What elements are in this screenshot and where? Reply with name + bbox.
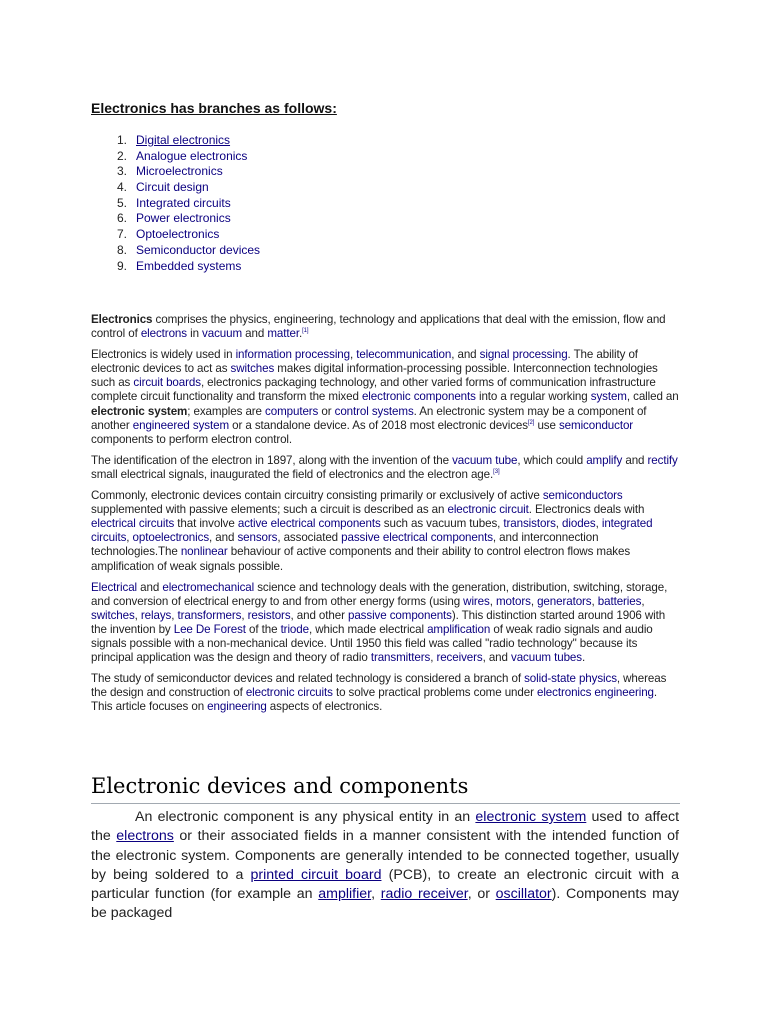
text: , and: [209, 531, 238, 545]
text: or a standalone device. As of 2018 most electronic devices: [229, 418, 528, 432]
paragraph-scope: [91, 672, 681, 714]
link-electromechanical[interactable]: electromechanical: [162, 580, 255, 594]
citation-2[interactable]: [2]: [527, 419, 535, 426]
link-amplification[interactable]: amplification: [427, 622, 491, 636]
link-resistors[interactable]: resistors: [247, 608, 291, 622]
link-radio-receiver[interactable]: radio receiver: [380, 886, 468, 903]
list-number: 6.: [116, 211, 127, 226]
link-control-systems[interactable]: control systems: [334, 404, 414, 418]
text: or their associated fields in a manner consistent with the intended function of the electronic system. Components are generally intended to be connected together, usually by being soldered to a: [91, 828, 679, 883]
text: ). Components may be packaged: [91, 886, 679, 922]
text: , and other: [290, 608, 348, 622]
text: science and technology deals with the generation, distribution, switching, storage, and conversion of electrical energy to and from other energy forms (using: [91, 580, 668, 608]
text: .: [581, 651, 586, 665]
link-digital-electronics[interactable]: Digital electronics: [136, 133, 231, 147]
link-sensors[interactable]: sensors: [237, 531, 278, 545]
text: , or: [467, 886, 496, 903]
list-number: 8.: [116, 242, 127, 257]
text: supplemented with passive elements; such a circuit is described as an: [91, 503, 448, 517]
text: of the: [245, 622, 281, 636]
text: makes digital information-processing possible. Interconnection technologies such as: [91, 362, 658, 390]
text: in: [186, 327, 203, 341]
text: ). This distinction started around 1906 with the invention by: [91, 608, 666, 636]
link-batteries[interactable]: batteries: [597, 594, 642, 608]
link-electrical-circuits[interactable]: electrical circuits: [91, 517, 175, 531]
link-oscillator[interactable]: oscillator: [495, 886, 552, 903]
text: such as vacuum tubes,: [380, 517, 504, 531]
text: , whereas the design and construction of: [91, 672, 667, 700]
text: An electronic component is any physical entity in an: [135, 809, 476, 825]
link-electronic-circuit[interactable]: electronic circuit: [447, 503, 529, 517]
branches-list: [91, 133, 260, 274]
text: ,: [350, 348, 357, 362]
link-electronic-components[interactable]: electronic components: [361, 390, 476, 404]
text: behaviour of active components and their ability to control electron flows makes amplification of weak signals possible.: [91, 545, 631, 573]
text: used to affect the: [91, 809, 680, 845]
text: ,: [134, 608, 141, 622]
list-item: [91, 180, 260, 196]
list-item: [91, 133, 260, 149]
link-printed-circuit-board[interactable]: printed circuit board: [250, 866, 382, 883]
list-item: [91, 149, 260, 165]
list-item: [91, 227, 260, 243]
text: , which made electrical: [308, 622, 428, 636]
link-vacuum[interactable]: vacuum: [202, 327, 243, 341]
list-number: 5.: [116, 195, 127, 210]
text: The identification of the electron in 1897, along with the invention of the: [91, 453, 453, 467]
link-microelectronics[interactable]: Microelectronics: [136, 164, 223, 179]
link-embedded-systems[interactable]: Embedded systems: [136, 258, 242, 273]
text: of weak radio signals and audio signals possible with a non-mechanical device. Until 1950 this field was called "radio technology" because its principal application was the design and theory of radio: [91, 622, 653, 665]
link-signal-processing[interactable]: signal processing: [479, 348, 568, 362]
link-nonlinear[interactable]: nonlinear: [180, 545, 228, 559]
link-engineered-system[interactable]: engineered system: [132, 418, 230, 432]
paragraph-intro: [91, 313, 681, 341]
link-wires[interactable]: wires: [463, 594, 490, 608]
link-optoelectronics-inline[interactable]: optoelectronics: [132, 531, 210, 545]
text: , and: [451, 348, 480, 362]
text: and: [137, 580, 163, 594]
text: or: [318, 404, 335, 418]
text: ,: [430, 651, 437, 665]
list-number: 1.: [116, 133, 127, 147]
link-system[interactable]: system: [590, 390, 627, 404]
list-number: 2.: [116, 148, 127, 163]
link-receivers[interactable]: receivers: [436, 651, 483, 665]
link-switches-inline[interactable]: switches: [91, 608, 135, 622]
text: small electrical signals, inaugurated the field of electronics and the electron age.: [91, 467, 494, 481]
link-electronic-system[interactable]: electronic system: [475, 809, 587, 825]
link-amplifier[interactable]: amplifier: [318, 886, 372, 903]
text: . The ability of electronic devices to act as: [91, 348, 638, 376]
text: , associated: [277, 531, 342, 545]
link-circuit-boards[interactable]: circuit boards: [133, 376, 201, 390]
text: , electronics packaging technology, and other varied forms of communication infrastructure complete circuit functionality and transform the mixed: [91, 376, 656, 404]
link-matter[interactable]: matter: [267, 327, 299, 341]
text: Commonly, electronic devices contain circuitry consisting primarily or exclusively of active: [91, 489, 543, 503]
text: . An electronic system may be a component of another: [91, 404, 647, 432]
text: ,: [171, 608, 178, 622]
link-vacuum-tubes[interactable]: vacuum tubes: [511, 651, 582, 665]
text: ,: [555, 517, 563, 531]
citation-3[interactable]: [3]: [493, 468, 500, 475]
link-semiconductors[interactable]: semiconductors: [542, 489, 623, 503]
article-body: [91, 313, 681, 721]
link-electrons-body[interactable]: electrons: [116, 828, 174, 845]
link-amplify[interactable]: amplify: [586, 453, 623, 467]
link-electronics-engineering[interactable]: electronics engineering: [536, 686, 654, 700]
link-relays[interactable]: relays: [140, 608, 172, 622]
text: ,: [595, 517, 602, 531]
list-number: 9.: [116, 258, 127, 273]
link-computers[interactable]: computers: [265, 404, 319, 418]
list-number: 3.: [116, 164, 127, 179]
link-semiconductor[interactable]: semiconductor: [558, 418, 634, 432]
list-item: [91, 243, 260, 259]
list-item: [91, 259, 260, 275]
link-electrons[interactable]: electrons: [140, 327, 187, 341]
text: ,: [371, 886, 381, 903]
text: and: [242, 327, 268, 341]
list-item: [91, 211, 260, 227]
paragraph-electrical: [91, 581, 681, 666]
text: ,: [126, 531, 133, 545]
text: , which could: [517, 453, 587, 467]
text: , and: [482, 651, 511, 665]
text: , called an: [626, 390, 679, 404]
text: ; examples are: [187, 404, 266, 418]
paragraph-history: [91, 454, 681, 482]
link-electronic-circuits[interactable]: electronic circuits: [245, 686, 333, 700]
paragraph-usage: [91, 348, 681, 447]
link-engineering[interactable]: engineering: [207, 700, 267, 714]
link-transformers[interactable]: transformers: [177, 608, 242, 622]
section-title: Electronic devices and components: [91, 774, 680, 804]
text: aspects of electronics.: [266, 700, 383, 714]
link-semiconductor-devices[interactable]: Semiconductor devices: [136, 242, 261, 257]
text: .: [298, 327, 303, 341]
text: , and interconnection technologies.The: [91, 531, 599, 559]
text: The study of semiconductor devices and related technology is considered a branch of: [91, 672, 525, 686]
link-information-processing[interactable]: information processing: [235, 348, 351, 362]
text: that involve: [174, 517, 238, 531]
text: . Electronics deals with: [528, 503, 645, 517]
text: and: [622, 453, 648, 467]
link-passive-components[interactable]: passive components: [347, 608, 452, 622]
text: ,: [591, 594, 598, 608]
link-transistors[interactable]: transistors: [503, 517, 556, 531]
link-passive-electrical-components[interactable]: passive electrical components: [341, 531, 493, 545]
link-active-electrical-components[interactable]: active electrical components: [237, 517, 381, 531]
link-electrical[interactable]: Electrical: [91, 580, 138, 594]
branches-heading: Electronics has branches as follows:: [91, 100, 337, 116]
link-integrated-circuits-inline[interactable]: integrated circuits: [91, 517, 653, 545]
text: use: [534, 418, 559, 432]
text: . This article focuses on: [91, 686, 658, 714]
link-triode[interactable]: triode: [280, 622, 309, 636]
link-transmitters[interactable]: transmitters: [370, 651, 431, 665]
text: components to perform electron control.: [91, 432, 293, 446]
term-electronics: Electronics: [91, 313, 153, 326]
link-vacuum-tube[interactable]: vacuum tube: [452, 453, 518, 467]
text: ,: [241, 608, 248, 622]
link-generators[interactable]: generators: [537, 594, 592, 608]
text: (PCB), to create an electronic circuit with a particular function (for example an: [91, 866, 679, 903]
text: into a regular working: [475, 390, 591, 404]
list-item: [91, 196, 260, 212]
text: to solve practical problems come under: [332, 686, 537, 700]
term-electronic-system: electronic system: [91, 404, 188, 418]
list-number: 4.: [116, 180, 127, 195]
paragraph-components: [91, 808, 679, 924]
list-item: [91, 164, 260, 180]
citation-1[interactable]: [1]: [302, 328, 309, 335]
text: ,: [530, 594, 538, 608]
link-power-electronics[interactable]: Power electronics: [136, 211, 231, 226]
link-lee-de-forest[interactable]: Lee De Forest: [173, 622, 246, 636]
link-integrated-circuits[interactable]: Integrated circuits: [136, 195, 231, 210]
link-switches[interactable]: switches: [230, 362, 275, 376]
text: comprises the physics, engineering, technology and applications that deal with the emission, flow and control of: [91, 313, 666, 341]
link-analogue-electronics[interactable]: Analogue electronics: [136, 148, 248, 163]
text: Electronics is widely used in: [91, 348, 236, 362]
link-solid-state-physics[interactable]: solid-state physics: [524, 672, 617, 686]
link-diodes[interactable]: diodes: [562, 517, 596, 531]
link-circuit-design[interactable]: Circuit design: [136, 180, 209, 195]
list-number: 7.: [116, 227, 127, 242]
text: ,: [489, 594, 496, 608]
link-telecommunication[interactable]: telecommunication: [356, 348, 452, 362]
link-motors[interactable]: motors: [495, 594, 531, 608]
link-optoelectronics[interactable]: Optoelectronics: [136, 227, 220, 242]
text: ,: [641, 594, 645, 608]
paragraph-circuits: [91, 489, 681, 574]
link-rectify[interactable]: rectify: [647, 453, 678, 467]
